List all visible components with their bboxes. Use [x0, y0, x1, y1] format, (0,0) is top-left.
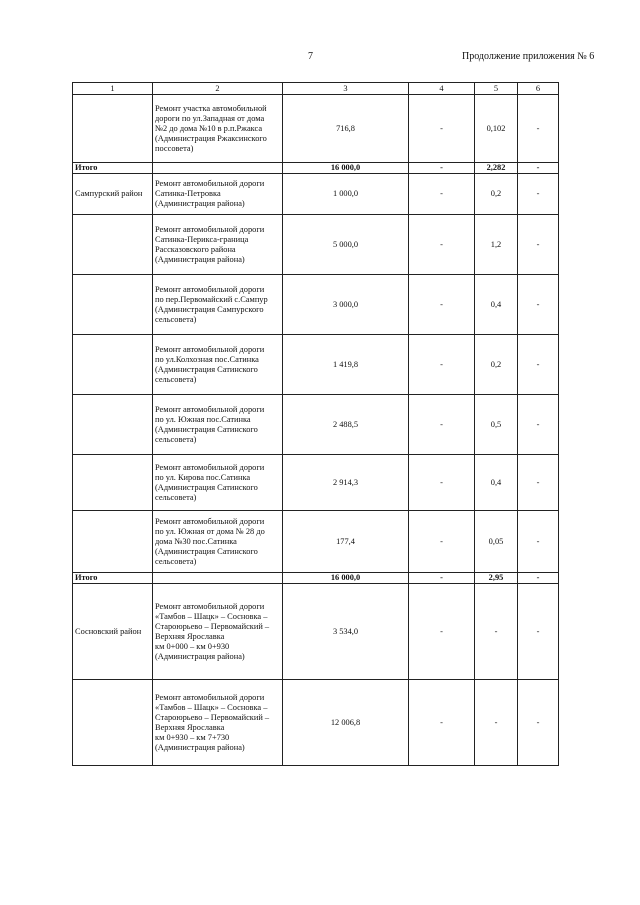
total-row — [73, 163, 559, 174]
district-cell — [73, 215, 153, 275]
length-cell: 0,102 — [475, 95, 518, 163]
total-row — [73, 573, 559, 584]
district-cell: Сосновский район — [73, 584, 153, 680]
table-row — [73, 215, 559, 275]
empty-cell — [153, 573, 283, 584]
district-cell — [73, 680, 153, 766]
total-amount: 16 000,0 — [283, 573, 409, 584]
value-cell: - — [409, 395, 475, 455]
value-cell: - — [518, 455, 559, 511]
length-cell: 1,2 — [475, 215, 518, 275]
value-cell: - — [518, 275, 559, 335]
value-cell: - — [409, 455, 475, 511]
district-cell — [73, 395, 153, 455]
district-cell — [73, 275, 153, 335]
district-cell — [73, 455, 153, 511]
length-cell: 0,5 — [475, 395, 518, 455]
length-cell: 0,2 — [475, 335, 518, 395]
value-cell: - — [409, 584, 475, 680]
work-description: Ремонт автомобильной дороги по ул. Южная пос.Сатинка (Администрация Сатинского сельсовета) — [153, 395, 283, 455]
work-description: Ремонт автомобильной дороги Сатинка-Петровка (Администрация района) — [153, 174, 283, 215]
work-description: Ремонт автомобильной дороги «Тамбов – Шацк» – Сосновка – Староюрьево – Первомайский – Верхняя Ярославка км 0+930 – км 7+730 (Администрация района) — [153, 680, 283, 766]
value-cell: - — [409, 174, 475, 215]
value-cell: - — [518, 511, 559, 573]
amount-cell: 12 006,8 — [283, 680, 409, 766]
table-row — [73, 95, 559, 163]
table-row — [73, 455, 559, 511]
total-length: 2,95 — [475, 573, 518, 584]
work-description: Ремонт автомобильной дороги Сатинка-Перикса-граница Рассказовского района (Администрация района) — [153, 215, 283, 275]
table-row — [73, 680, 559, 766]
value-cell: - — [518, 573, 559, 584]
value-cell: - — [518, 95, 559, 163]
value-cell: - — [409, 95, 475, 163]
length-cell: - — [475, 680, 518, 766]
column-header: 1 — [73, 83, 153, 95]
work-description: Ремонт автомобильной дороги по ул.Колхозная пос.Сатинка (Администрация Сатинского сельсовета) — [153, 335, 283, 395]
table-row — [73, 335, 559, 395]
work-description: Ремонт автомобильной дороги по ул. Кирова пос.Сатинка (Администрация Сатинского сельсовета) — [153, 455, 283, 511]
table-row — [73, 174, 559, 215]
amount-cell: 2 914,3 — [283, 455, 409, 511]
value-cell: - — [518, 395, 559, 455]
value-cell: - — [518, 163, 559, 174]
column-header: 4 — [409, 83, 475, 95]
amount-cell: 716,8 — [283, 95, 409, 163]
length-cell: 0,4 — [475, 455, 518, 511]
length-cell: 0,05 — [475, 511, 518, 573]
value-cell: - — [518, 584, 559, 680]
value-cell: - — [409, 163, 475, 174]
value-cell: - — [409, 680, 475, 766]
page-number: 7 — [308, 51, 313, 62]
value-cell: - — [409, 573, 475, 584]
amount-cell: 177,4 — [283, 511, 409, 573]
total-amount: 16 000,0 — [283, 163, 409, 174]
value-cell: - — [409, 275, 475, 335]
budget-table — [72, 82, 559, 766]
table-row — [73, 584, 559, 680]
value-cell: - — [518, 174, 559, 215]
work-description: Ремонт автомобильной дороги по ул. Южная от дома № 28 до дома №30 пос.Сатинка (Администрация Сатинского сельсовета) — [153, 511, 283, 573]
column-header: 3 — [283, 83, 409, 95]
value-cell: - — [409, 511, 475, 573]
total-length: 2,282 — [475, 163, 518, 174]
amount-cell: 2 488,5 — [283, 395, 409, 455]
length-cell: 0,4 — [475, 275, 518, 335]
continuation-label: Продолжение приложения № 6 — [462, 51, 595, 62]
table-row — [73, 395, 559, 455]
length-cell: - — [475, 584, 518, 680]
table-row — [73, 511, 559, 573]
length-cell: 0,2 — [475, 174, 518, 215]
amount-cell: 3 000,0 — [283, 275, 409, 335]
table-row — [73, 275, 559, 335]
column-header: 2 — [153, 83, 283, 95]
district-cell — [73, 335, 153, 395]
work-description: Ремонт автомобильной дороги по пер.Первомайский с.Сампур (Администрация Сампурского сельсовета) — [153, 275, 283, 335]
amount-cell: 5 000,0 — [283, 215, 409, 275]
district-cell — [73, 95, 153, 163]
column-header: 6 — [518, 83, 559, 95]
amount-cell: 3 534,0 — [283, 584, 409, 680]
amount-cell: 1 419,8 — [283, 335, 409, 395]
value-cell: - — [518, 680, 559, 766]
total-label: Итого — [73, 573, 153, 584]
column-header: 5 — [475, 83, 518, 95]
district-cell — [73, 511, 153, 573]
amount-cell: 1 000,0 — [283, 174, 409, 215]
empty-cell — [153, 163, 283, 174]
district-cell: Сампурский район — [73, 174, 153, 215]
work-description: Ремонт участка автомобильной дороги по ул.Западная от дома №2 до дома №10 в р.п.Ржакса (Администрация Ржаксинского поссовета) — [153, 95, 283, 163]
value-cell: - — [409, 335, 475, 395]
value-cell: - — [518, 335, 559, 395]
value-cell: - — [518, 215, 559, 275]
work-description: Ремонт автомобильной дороги «Тамбов – Шацк» – Сосновка – Староюрьево – Первомайский – Верхняя Ярославка км 0+000 – км 0+930 (Администрация района) — [153, 584, 283, 680]
value-cell: - — [409, 215, 475, 275]
column-number-row — [73, 83, 559, 95]
total-label: Итого — [73, 163, 153, 174]
